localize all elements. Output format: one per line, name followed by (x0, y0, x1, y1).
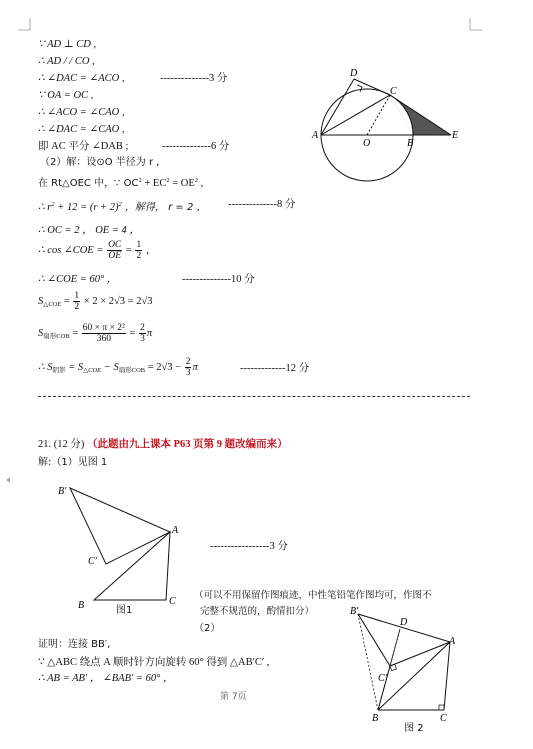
cos-line: ∴ cos ∠COE = $\frac{OC}{OE}$ = $\frac{1}{2}$ ， (38, 240, 157, 262)
fig2-label-b: B (372, 713, 379, 724)
figure-1-caption: 图1 (116, 605, 133, 616)
label-e: E (452, 130, 459, 141)
label-b: B (407, 138, 414, 149)
proof-line-2: ∴ AD / / CO , (38, 56, 95, 67)
q21-source-note: （此题由九上课本 P63 页第 9 题改编而来） (87, 439, 288, 450)
section-divider (38, 396, 470, 397)
triangle-area-line: $S_{\triangle COE}$ = $\frac{1}{2}$ × 2 × 2√3 = 2√3 (38, 291, 153, 313)
shaded-area-line: ∴ $S_{阴影} = S_{\triangle COE} - S_{扇形COB} = 2√3$ − $\frac{2}{3}$ π (38, 357, 198, 379)
score-mark-8: --------------8 分 (228, 199, 296, 210)
equation-line: ∴ $r^2 + 12 = (r + 2)^2$ ，解得， r = 2 ， (38, 201, 207, 213)
figure-2-caption: 图 2 (404, 723, 424, 734)
fig2-label-a: A (449, 636, 456, 647)
fig1-label-a: A (172, 525, 179, 536)
proof-line-1: ∵ AD ⊥ CD , (38, 39, 97, 50)
score-mark-6: --------------6 分 (162, 141, 230, 152)
proof-line-3: ∴ ∠DAC = ∠ACO , (38, 73, 125, 84)
part-2-intro: （2）解：设⊙O 半径为 r , (40, 157, 160, 168)
note-line-2: 完整不规范的，酌情扣分） (200, 606, 315, 617)
fig2-label-c-prime: C′ (378, 673, 387, 684)
score-mark-12: -------------12 分 (240, 363, 310, 374)
sector-area-line: $S_{扇形COB}$ = $\frac{\text{60 × π × 2²}}{360}$ = $\frac{2}{3}$ π (38, 323, 153, 345)
score-mark-10: --------------10 分 (182, 274, 255, 285)
score-mark-3: --------------3 分 (160, 73, 228, 84)
label-d: D (350, 68, 358, 79)
line-ad (321, 79, 354, 135)
fig2-label-c: C (440, 713, 447, 724)
label-o: O (363, 138, 371, 149)
proof-statement-3: ∴ AB = AB′ ， ∠BAB′ = 60° ， (38, 673, 174, 684)
rt-triangle-line: 在 Rt△OEC 中，∵ $OC^2 + EC^2 = OE^2$ , (38, 177, 204, 189)
label-c: C (390, 86, 397, 97)
oc-oe-line: ∴ OC = 2 ， OE = 4 ， (38, 225, 140, 236)
note-line-1: （可以不用保留作图痕迹，中性笔铅笔作图均可，作图不 (194, 590, 432, 601)
proof-line-7: 即 AC 平分 ∠DAB ; (38, 141, 129, 152)
line-ac (321, 95, 390, 135)
label-a: A (312, 130, 319, 141)
proof-statement-2: ∵ △ABC 绕点 A 顺时针方向旋转 60° 得到 △AB′C′ , (38, 657, 270, 668)
angle-line: ∴ ∠COE = 60° ， (38, 274, 118, 285)
fig2-label-d: D (400, 617, 408, 628)
part-2-label: （2） (194, 623, 221, 634)
proof-line-4: ∵ OA = OC , (38, 90, 94, 101)
circle-figure (310, 66, 470, 182)
fig2-label-b-prime: B′ (350, 606, 359, 617)
line-dc (354, 79, 390, 95)
line-oc (367, 95, 390, 135)
proof-statement-1: 证明：连接 BB′, (38, 639, 111, 650)
proof-line-5: ∴ ∠ACO = ∠CAO , (38, 107, 125, 118)
q21-header: 21. (12 分) （此题由九上课本 P63 页第 9 题改编而来） (38, 439, 288, 450)
figure-1 (58, 482, 188, 622)
q21-solution-1: 解:（1）见图 1 (38, 457, 108, 468)
fig1-label-b: B (78, 600, 85, 611)
score-mark-q21: -----------------3 分 (210, 541, 288, 552)
proof-line-6: ∴ ∠DAC = ∠CAO , (38, 124, 125, 135)
fig1-label-b-prime: B′ (58, 486, 67, 497)
fig1-label-c-prime: C′ (88, 556, 97, 567)
fig1-label-c: C (169, 596, 176, 607)
figure-2 (344, 604, 464, 724)
page-number: 第 7页 (220, 692, 247, 702)
